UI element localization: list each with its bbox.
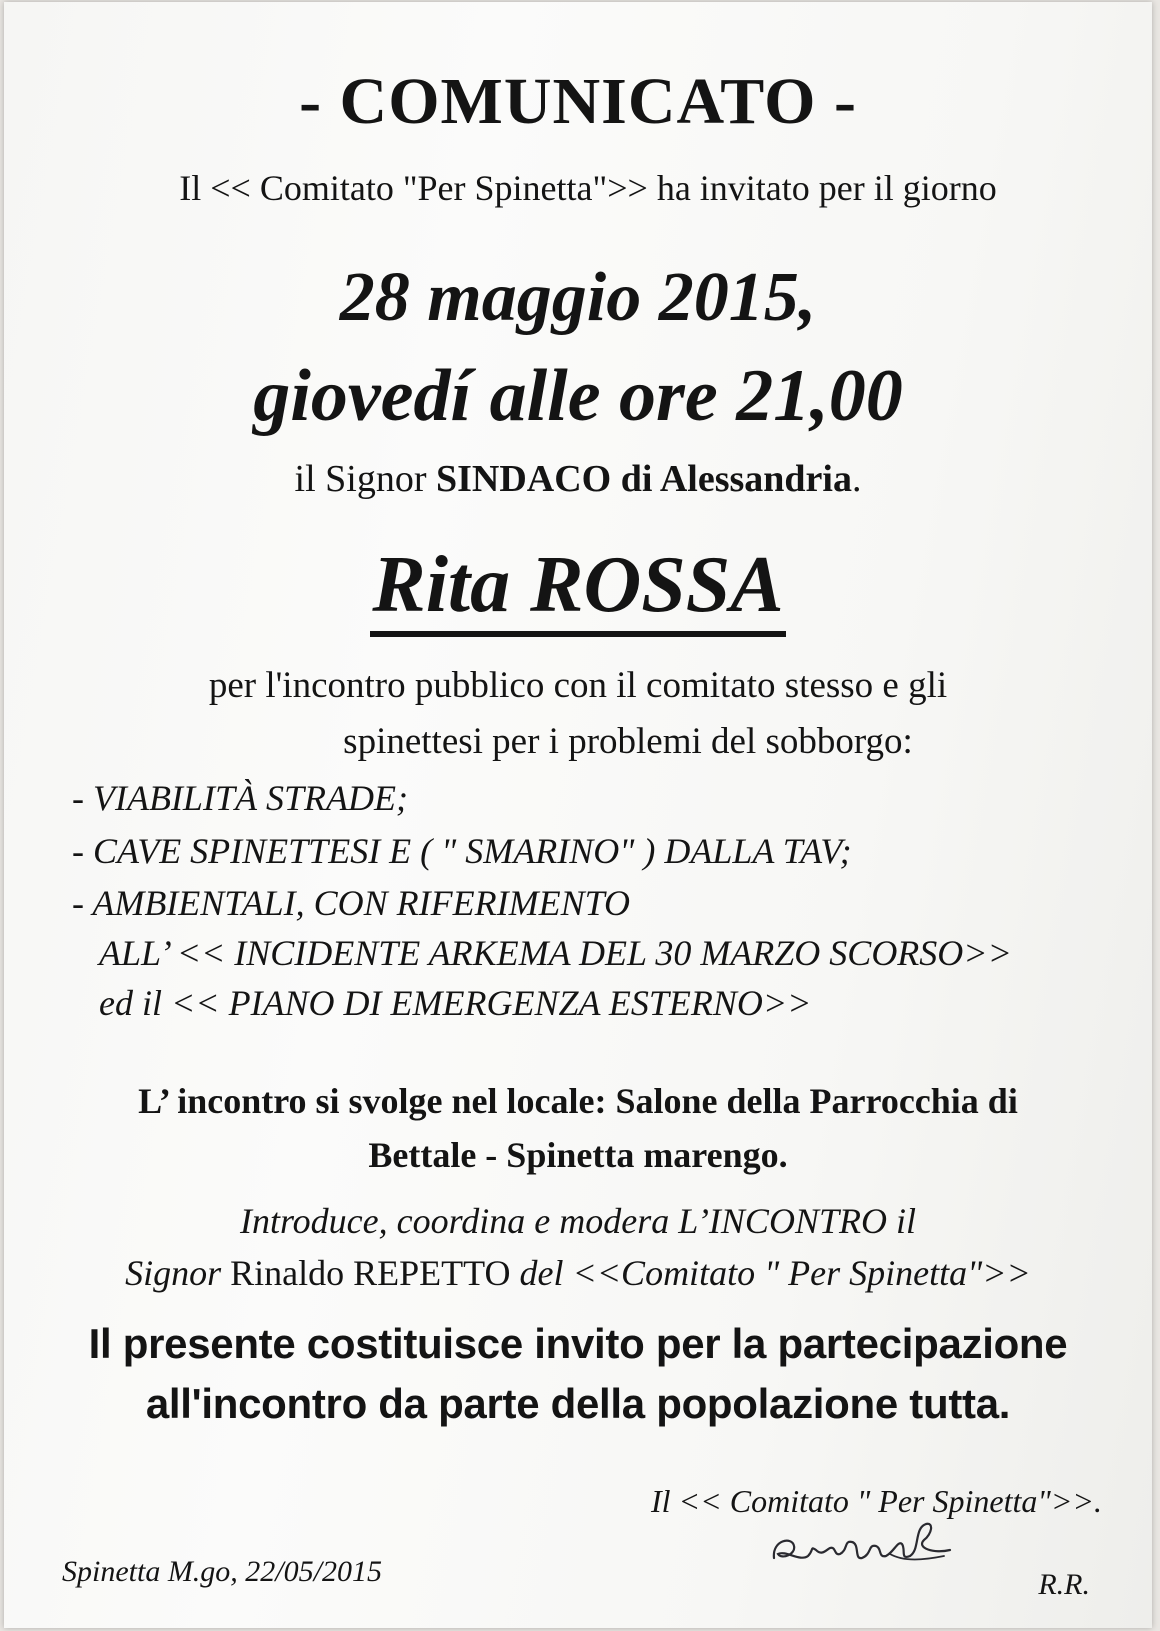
moderator-line-1: Introduce, coordina e modera L’INCONTRO il (240, 1201, 916, 1241)
guest-name-line (4, 539, 1152, 637)
event-date: 28 maggio 2015, (339, 259, 817, 336)
guest-name: Rita ROSSA (370, 539, 785, 637)
notice-sheet (4, 2, 1152, 1628)
mayor-suffix: . (851, 458, 862, 500)
purpose-line-2: spinettesi per i problemi del sobborgo: (343, 721, 913, 762)
venue-line-1: L’ incontro si svolge nel locale: Salone della Parrocchia di (138, 1081, 1018, 1121)
mayor-line (4, 457, 1152, 501)
intro-line: Il << Comitato "Per Spinetta">> ha invitato per il giorno (179, 168, 997, 208)
place-and-date: Spinetta M.go, 22/05/2015 (62, 1555, 382, 1588)
topic-item: - VIABILITÀ STRADE; (72, 778, 408, 818)
moderator-name: Rinaldo REPETTO (230, 1253, 511, 1293)
topic-item: - CAVE SPINETTESI E ( " SMARINO" ) DALLA TAV; (72, 831, 852, 871)
mayor-title: SINDACO di Alessandria (435, 458, 852, 500)
mayor-prefix: il Signor (294, 458, 427, 500)
moderator-prefix: Signor (125, 1253, 222, 1293)
topic-item: ed il << PIANO DI EMERGENZA ESTERNO>> (99, 983, 812, 1023)
topic-item: - AMBIENTALI, CON RIFERIMENTO (72, 883, 630, 923)
moderator-line-2 (4, 1252, 1152, 1294)
invite-line-1: Il presente costituisce invito per la partecipazione (88, 1320, 1068, 1367)
handwritten-signature (764, 1510, 954, 1580)
purpose-line-1: per l'incontro pubblico con il comitato stesso e gli (208, 665, 948, 706)
notice-title: - COMUNICATO - (299, 65, 857, 138)
invite-line-2: all'incontro da parte della popolazione tutta. (145, 1380, 1011, 1427)
signatory: Il << Comitato " Per Spinetta">>. (651, 1483, 1102, 1519)
moderator-suffix: del <<Comitato " Per Spinetta">> (519, 1253, 1031, 1293)
topic-item: ALL’ << INCIDENTE ARKEMA DEL 30 MARZO SCORSO>> (99, 933, 1012, 973)
signer-initials: R.R. (1038, 1568, 1090, 1601)
event-time: giovedí alle ore 21,00 (253, 355, 903, 437)
venue-line-2: Bettale - Spinetta marengo. (368, 1135, 788, 1175)
